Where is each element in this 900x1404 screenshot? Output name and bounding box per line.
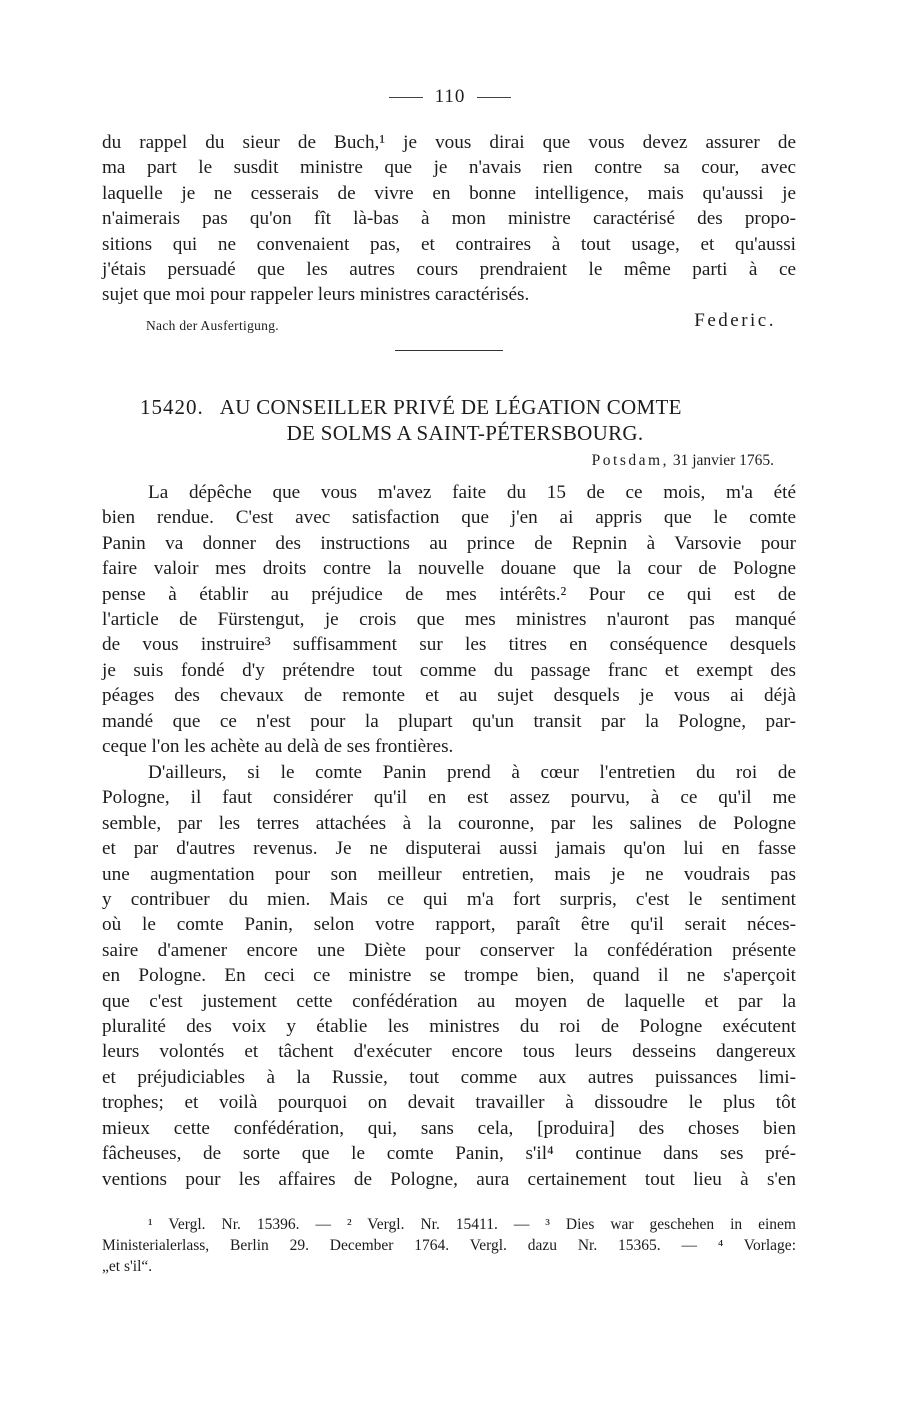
text-line: saire d'amener encore une Diète pour conserver la confédération présente bbox=[102, 939, 796, 961]
text-line: ma part le susdit ministre que je n'avais rien contre sa cour, avec bbox=[102, 157, 796, 179]
text-line: de vous instruire³ suffisamment sur les titres en conséquence desquels bbox=[102, 634, 796, 656]
text-line: mandé que ce n'est pour la plupart qu'un transit par la Pologne, par- bbox=[102, 710, 796, 732]
footnotes bbox=[102, 1214, 796, 1277]
text-line: leurs volontés et tâchent d'exécuter encore tous leurs desseins dangereux bbox=[102, 1041, 796, 1063]
footnote-line: „et s'il“. bbox=[102, 1258, 153, 1275]
left-rule bbox=[389, 97, 423, 98]
text-line: faire valoir mes droits contre la nouvelle douane que la cour de Pologne bbox=[102, 558, 796, 580]
running-head bbox=[0, 86, 900, 108]
signature: Federic. bbox=[694, 310, 776, 331]
date: 31 janvier 1765. bbox=[672, 452, 774, 469]
text-line: en Pologne. En ceci ce ministre se trompe bien, quand il ne s'aperçoit bbox=[102, 965, 796, 987]
text-line: et préjudiciables à la Russie, tout comme aux autres puissances limi- bbox=[102, 1066, 796, 1088]
dateline bbox=[592, 452, 774, 470]
paragraph-1 bbox=[102, 480, 796, 759]
text-line: La dépêche que vous m'avez faite du 15 de ce mois, m'a été bbox=[148, 482, 796, 503]
heading-line-2: DE SOLMS A SAINT-PÉTERSBOURG. bbox=[286, 421, 644, 445]
text-line: ceque l'on les achète au delà de ses frontières. bbox=[102, 736, 454, 758]
paragraph-2 bbox=[102, 760, 796, 1192]
document-heading bbox=[140, 394, 780, 446]
document-number: 15420. bbox=[140, 395, 204, 419]
text-line: du rappel du sieur de Buch,¹ je vous dirai que vous devez assurer de bbox=[102, 132, 796, 153]
text-line: que c'est justement cette confédération au moyen de laquelle et par la bbox=[102, 990, 796, 1012]
text-line: pluralité des voix y établie les ministres du roi de Pologne exécutent bbox=[102, 1016, 796, 1038]
text-line: une augmentation pour son meilleur entretien, mais je ne voudrais pas bbox=[102, 863, 796, 885]
heading-line-1: 15420. AU CONSEILLER PRIVÉ DE LÉGATION COMTE bbox=[140, 395, 682, 419]
text-line: péages des chevaux de remonte et au sujet desquels je vous ai déjà bbox=[102, 685, 796, 707]
source-note: Nach der Ausfertigung. bbox=[146, 318, 279, 333]
text-line: bien rendue. C'est avec satisfaction que j'en ai appris que le comte bbox=[102, 507, 796, 529]
text-line: j'étais persuadé que les autres cours prendraient le même parti à ce bbox=[102, 259, 796, 281]
text-line: semble, par les terres attachées à la couronne, par les salines de Pologne bbox=[102, 812, 796, 834]
text-line: Panin va donner des instructions au prince de Repnin à Varsovie pour bbox=[102, 532, 796, 554]
page-number: 110 bbox=[434, 86, 466, 107]
text-line: n'aimerais pas qu'on fît là-bas à mon ministre caractérisé des propo- bbox=[102, 208, 796, 230]
text-line: sitions qui ne convenaient pas, et contraires à tout usage, et qu'aussi bbox=[102, 233, 796, 255]
right-rule bbox=[477, 97, 511, 98]
text-line: pense à établir au préjudice de mes intérêts.² Pour ce qui est de bbox=[102, 583, 796, 605]
text-line: Pologne, il faut considérer qu'il en est assez pourvu, à ce qu'il me bbox=[102, 787, 796, 809]
text-line: l'article de Fürstengut, je crois que mes ministres n'auront pas manqué bbox=[102, 609, 796, 631]
text-line: sujet que moi pour rappeler leurs ministres caractérisés. bbox=[102, 284, 530, 306]
text-line: et par d'autres revenus. Je ne disputerai aussi jamais qu'on lui en fasse bbox=[102, 838, 796, 860]
text-line: trophes; et voilà pourquoi on devait travailler à dissoudre le plus tôt bbox=[102, 1092, 796, 1114]
text-line: je suis fondé d'y prétendre tout comme du passage franc et exempt des bbox=[102, 659, 796, 681]
continued-paragraph bbox=[102, 130, 796, 308]
section-separator bbox=[395, 350, 503, 351]
text-line: ventions pour les affaires de Pologne, aura certainement tout lieu à s'en bbox=[102, 1168, 796, 1190]
text-line: mieux cette confédération, qui, sans cela, [produira] des choses bien bbox=[102, 1117, 796, 1139]
closing-row bbox=[146, 310, 776, 338]
text-line: fâcheuses, de sorte que le comte Panin, s'il⁴ continue dans ses pré- bbox=[102, 1143, 796, 1165]
text-line: y contribuer du mien. Mais ce qui m'a fort surpris, c'est le sentiment bbox=[102, 889, 796, 911]
footnote-line: ¹ Vergl. Nr. 15396. — ² Vergl. Nr. 15411. — ³ Dies war geschehen in einem bbox=[148, 1216, 796, 1233]
text-line: D'ailleurs, si le comte Panin prend à cœur l'entretien du roi de bbox=[148, 762, 796, 783]
footnote-line: Ministerialerlass, Berlin 29. December 1764. Vergl. dazu Nr. 15365. — ⁴ Vorlage: bbox=[102, 1237, 796, 1254]
date-place: Potsdam, bbox=[591, 452, 669, 469]
text-line: laquelle je ne cesserais de vivre en bonne intelligence, mais qu'aussi je bbox=[102, 182, 796, 204]
text-line: où le comte Panin, selon votre rapport, paraît être qu'il serait néces- bbox=[102, 914, 796, 936]
